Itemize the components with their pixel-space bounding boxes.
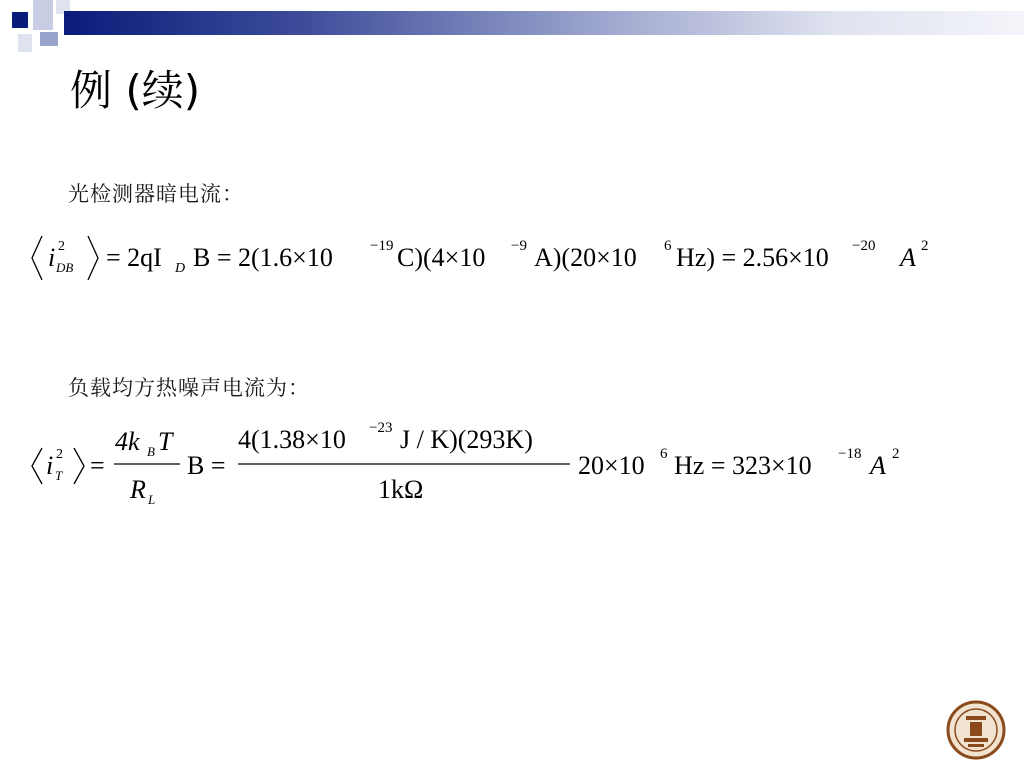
eq1-text: = 2qI bbox=[106, 243, 162, 272]
lhs-sup: 2 bbox=[58, 239, 65, 254]
left-angle-bracket-2 bbox=[32, 448, 42, 484]
lhs2-var: i bbox=[46, 451, 54, 480]
right-angle-bracket-2 bbox=[74, 448, 84, 484]
num1: 4k bbox=[115, 427, 140, 456]
den1: R bbox=[130, 475, 146, 504]
header-square-4 bbox=[18, 34, 32, 52]
lhs2-sub: T bbox=[55, 468, 63, 483]
lhs-var: i bbox=[48, 243, 56, 272]
dark-current-label: 光检测器暗电流： bbox=[68, 182, 244, 206]
header-square-5 bbox=[40, 32, 58, 46]
thermal-noise-label: 负载均方热噪声电流为： bbox=[68, 376, 310, 400]
right-angle-bracket bbox=[88, 236, 98, 280]
university-seal-icon bbox=[946, 700, 1006, 760]
tail-b: Hz = 323×10 bbox=[674, 451, 812, 480]
unit-result: A bbox=[900, 243, 916, 272]
slide-title: 例 (续) bbox=[70, 66, 201, 115]
sub-d: D bbox=[175, 261, 186, 276]
tail-unit-exp: 2 bbox=[892, 446, 900, 462]
lhs2-sup: 2 bbox=[56, 447, 63, 462]
num2-b: J / K)(293K) bbox=[400, 425, 533, 454]
exp-current: −9 bbox=[511, 238, 527, 254]
num2-exp: −23 bbox=[369, 420, 393, 436]
tail-unit: A bbox=[870, 451, 886, 480]
mid-b: B = bbox=[187, 451, 226, 480]
header-square-2 bbox=[33, 0, 53, 30]
exp-charge: −19 bbox=[370, 238, 394, 254]
after-bw: Hz) = 2.56×10 bbox=[676, 243, 829, 272]
eq2-equals: = bbox=[90, 451, 105, 480]
b-term: B = 2(1.6×10 bbox=[193, 243, 333, 272]
num1-sub: B bbox=[147, 444, 155, 459]
header-bar bbox=[64, 11, 1024, 35]
dark-current-equation bbox=[30, 228, 980, 288]
tail-a: 20×10 bbox=[578, 451, 645, 480]
lhs-sub: DB bbox=[56, 260, 74, 275]
exp-bw: 6 bbox=[664, 238, 672, 254]
left-angle-bracket bbox=[32, 236, 42, 280]
thermal-noise-equation bbox=[30, 418, 980, 518]
den1-sub: L bbox=[148, 492, 156, 507]
den2: 1kΩ bbox=[378, 475, 424, 504]
header-square-1 bbox=[12, 12, 28, 28]
after-charge: C)(4×10 bbox=[397, 243, 486, 272]
after-current: A)(20×10 bbox=[534, 243, 637, 272]
exp-result: −20 bbox=[852, 238, 876, 254]
unit-exp: 2 bbox=[921, 238, 929, 254]
num2-a: 4(1.38×10 bbox=[238, 425, 346, 454]
tail-exp2: −18 bbox=[838, 446, 862, 462]
tail-exp: 6 bbox=[660, 446, 668, 462]
num1-t: T bbox=[158, 427, 173, 456]
